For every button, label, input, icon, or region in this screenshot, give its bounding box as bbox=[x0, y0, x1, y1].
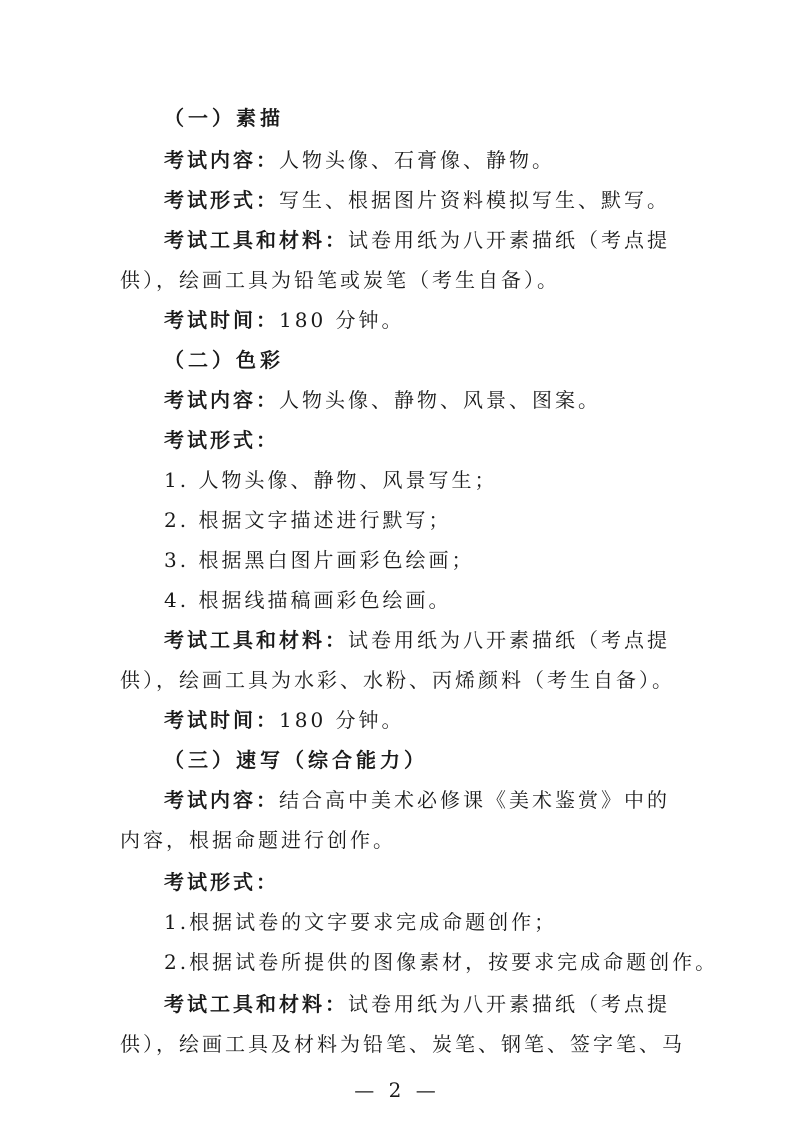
label: 考试工具和材料： bbox=[164, 228, 348, 252]
label: 考试工具和材料： bbox=[164, 992, 348, 1016]
text: 试卷用纸为八开素描纸（考点提 bbox=[348, 992, 670, 1016]
label: 考试时间： bbox=[164, 708, 279, 732]
label: 考试工具和材料： bbox=[164, 628, 348, 652]
paragraph-content bbox=[164, 146, 724, 174]
text: 结合高中美术必修课《美术鉴赏》中的 bbox=[279, 788, 670, 812]
text: 180 分钟。 bbox=[279, 708, 405, 732]
list-item: 1. 人物头像、静物、风景写生； bbox=[164, 468, 498, 492]
text: 试卷用纸为八开素描纸（考点提 bbox=[348, 228, 670, 252]
section-heading-sketching: （三）速写（综合能力） bbox=[164, 748, 428, 772]
section-heading-color: （二）色彩 bbox=[164, 348, 284, 372]
text: 180 分钟。 bbox=[279, 308, 405, 332]
list-item: 1.根据试卷的文字要求完成命题创作； bbox=[164, 910, 558, 934]
label: 考试内容： bbox=[164, 148, 279, 172]
paragraph-time bbox=[164, 306, 724, 334]
paragraph-tools-cont: 供），绘画工具为铅笔或炭笔（考生自备）。 bbox=[120, 268, 560, 292]
label: 考试内容： bbox=[164, 788, 279, 812]
paragraph-tools bbox=[164, 626, 724, 654]
paragraph-tools-cont: 供），绘画工具为水彩、水粉、丙烯颜料（考生自备）。 bbox=[120, 668, 675, 692]
text: 写生、根据图片资料模拟写生、默写。 bbox=[279, 188, 670, 212]
paragraph-form-label: 考试形式： bbox=[164, 870, 279, 894]
paragraph-content-cont: 内容，根据命题进行创作。 bbox=[120, 828, 396, 852]
label: 考试内容： bbox=[164, 388, 279, 412]
list-item: 2.根据试卷所提供的图像素材，按要求完成命题创作。 bbox=[164, 950, 719, 974]
text: 人物头像、石膏像、静物。 bbox=[279, 148, 555, 172]
paragraph-time bbox=[164, 706, 724, 734]
label: 考试时间： bbox=[164, 308, 279, 332]
list-item: 4. 根据线描稿画彩色绘画。 bbox=[164, 588, 452, 612]
text: 人物头像、静物、风景、图案。 bbox=[279, 388, 601, 412]
list-item: 3. 根据黑白图片画彩色绘画； bbox=[164, 548, 475, 572]
text: 试卷用纸为八开素描纸（考点提 bbox=[348, 628, 670, 652]
label: 考试形式： bbox=[164, 188, 279, 212]
list-item: 2. 根据文字描述进行默写； bbox=[164, 508, 452, 532]
paragraph-tools bbox=[164, 226, 724, 254]
paragraph-content bbox=[164, 786, 724, 814]
page-number: — 2 — bbox=[354, 1078, 440, 1102]
paragraph-content bbox=[164, 386, 724, 414]
paragraph-form-label: 考试形式： bbox=[164, 428, 279, 452]
paragraph-form bbox=[164, 186, 724, 214]
paragraph-tools bbox=[164, 990, 724, 1018]
paragraph-tools-cont: 供），绘画工具及材料为铅笔、炭笔、钢笔、签字笔、马 bbox=[120, 1032, 685, 1056]
section-heading-sketch: （一）素描 bbox=[164, 106, 284, 130]
